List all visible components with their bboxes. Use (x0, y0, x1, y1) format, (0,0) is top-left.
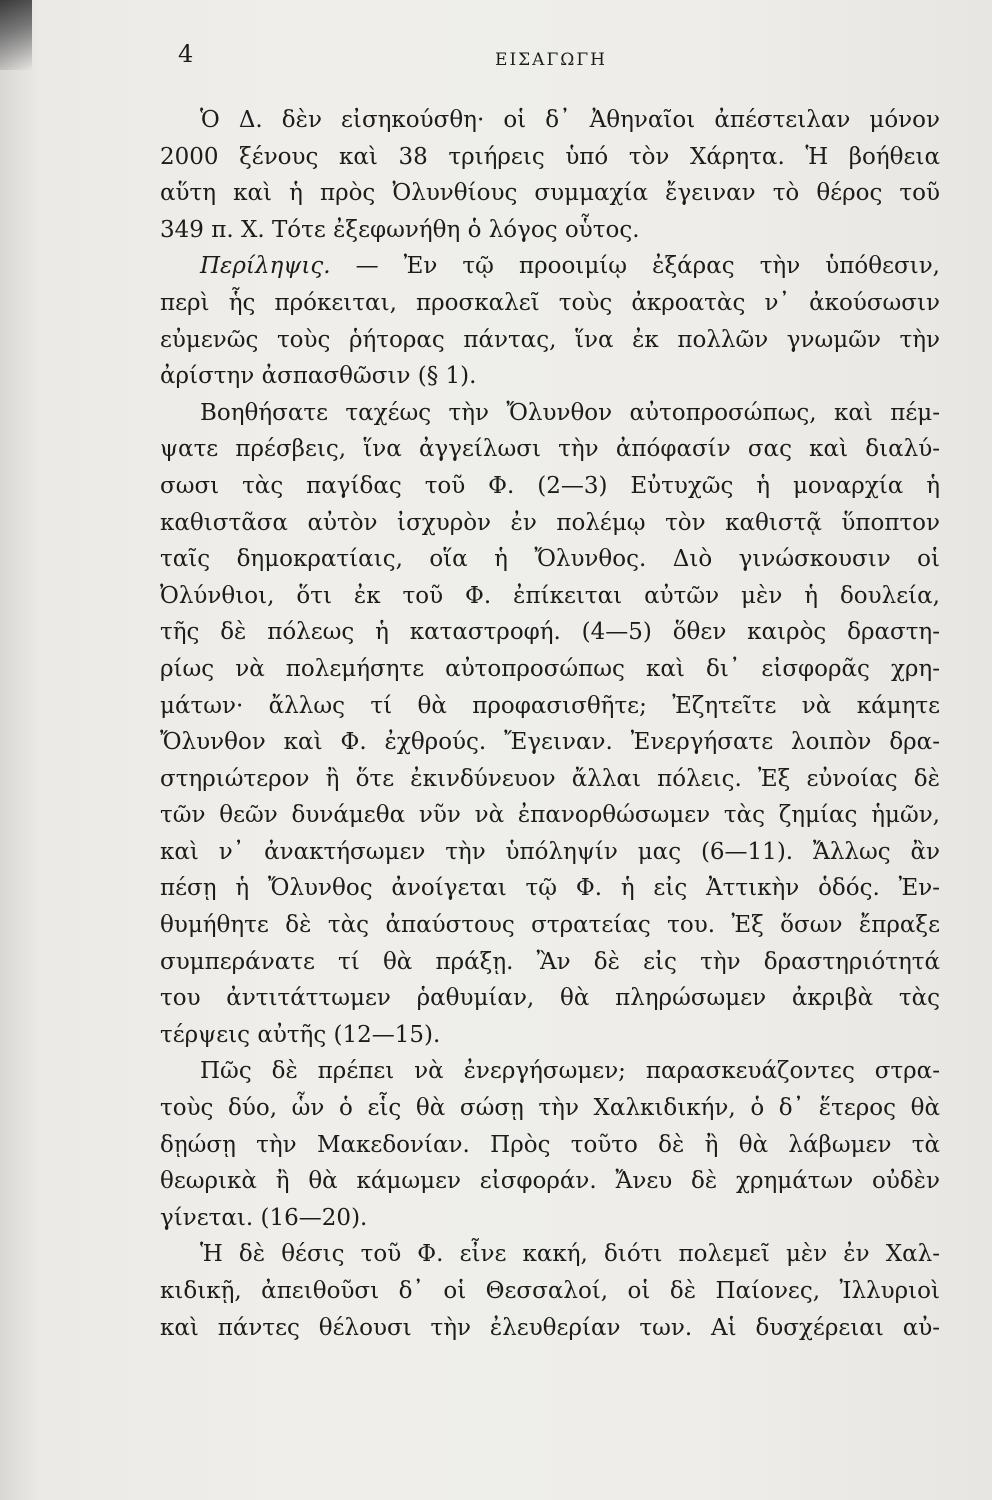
text-line: τῶν θεῶν δυνάμεθα νῦν νὰ ἐπανορθώσωμεν τὰς ζημίας ἡμῶν, (160, 802, 940, 829)
text-line: πέσῃ ἡ Ὄλυνθος ἀνοίγεται τῷ Φ. ἡ εἰς Ἀττικὴν ὁδός. Ἐν- (160, 875, 940, 902)
text-line: γίνεται. (16—20). (160, 1204, 368, 1231)
text-line: Ὄλυνθον καὶ Φ. ἐχθρούς. Ἔγειναν. Ἐνεργήσατε λοιπὸν δρα- (160, 729, 940, 756)
text-line: 349 π. Χ. Τότε ἐξεφωνήθη ὁ λόγος οὗτος. (160, 216, 640, 243)
text-line: σωσι τὰς παγίδας τοῦ Φ. (2—3) Εὐτυχῶς ἡ μοναρχία ἡ (160, 472, 940, 499)
page-number: 4 (178, 40, 194, 68)
text-line: 2000 ξένους καὶ 38 τριήρεις ὑπό τὸν Χάρητα. Ἡ βοήθεια (160, 143, 940, 170)
section-label: Περίληψις. (200, 253, 331, 280)
text-line: του ἀντιτάττωμεν ῥαθυμίαν, θὰ πληρώσωμεν ἀκριβὰ τὰς (160, 985, 940, 1012)
text-line: καὶ ν᾽ ἀνακτήσωμεν τὴν ὑπόληψίν μας (6—11). Ἄλλως ἂν (160, 838, 940, 865)
text-line: δῃώσῃ τὴν Μακεδονίαν. Πρὸς τοῦτο δὲ ἢ θὰ λάβωμεν τὰ (160, 1131, 940, 1158)
text-line: ψατε πρέσβεις, ἵνα ἀγγείλωσι τὴν ἀπόφασίν σας καὶ διαλύ- (160, 436, 940, 463)
running-title: ΕΙΣΑΓΩΓΗ (495, 50, 607, 70)
text-line: εὐμενῶς τοὺς ῥήτορας πάντας, ἵνα ἐκ πολλῶν γνωμῶν τὴν (160, 326, 940, 353)
text-line: τῆς δὲ πόλεως ἡ καταστροφή. (4—5) ὅθεν καιρὸς δραστη- (160, 619, 940, 646)
text-line: αὕτη καὶ ἡ πρὸς Ὀλυνθίους συμμαχία ἔγειναν τὸ θέρος τοῦ (160, 180, 940, 207)
text-line: τέρψεις αὐτῆς (12—15). (160, 1021, 441, 1048)
text-line: ταῖς δημοκρατίαις, οἵα ἡ Ὄλυνθος. Διὸ γινώσκουσιν οἱ (160, 546, 940, 573)
text-line: ἀρίστην ἀσπασθῶσιν (§ 1). (160, 363, 477, 390)
text-line: Ὁ Δ. δὲν εἰσηκούσθη· οἱ δ᾽ Ἀθηναῖοι ἀπέστειλαν μόνον (200, 107, 940, 133)
text-line: καὶ πάντες θέλουσι τὴν ἐλευθερίαν των. Αἱ δυσχέρειαι αὐ- (160, 1314, 940, 1341)
text-line: τοὺς δύο, ὧν ὁ εἷς θὰ σώσῃ τὴν Χαλκιδικήν, ὁ δ᾽ ἕτερος θὰ (160, 1095, 940, 1122)
text-line: Πῶς δὲ πρέπει νὰ ἐνεργήσωμεν; παρασκευάζοντες στρα- (200, 1058, 940, 1085)
text-line: περὶ ἧς πρόκειται, προσκαλεῖ τοὺς ἀκροατὰς ν᾽ ἀκούσωσιν (160, 289, 940, 316)
text-line: Περίληψις. — Ἐν τῷ προοιμίῳ ἐξάρας τὴν ὑπόθεσιν, (200, 253, 940, 280)
text-line: θεωρικὰ ἢ θὰ κάμωμεν εἰσφοράν. Ἄνευ δὲ χρημάτων οὐδὲν (160, 1168, 940, 1195)
text-line: καθιστᾶσα αὐτὸν ἰσχυρὸν ἐν πολέμῳ τὸν καθιστᾷ ὕποπτον (160, 509, 940, 536)
text-line: μάτων· ἄλλως τί θὰ προφασισθῆτε; Ἐζητεῖτε νὰ κάμητε (160, 692, 940, 719)
text-line: θυμήθητε δὲ τὰς ἀπαύστους στρατείας του. Ἐξ ὅσων ἔπραξε (160, 912, 940, 939)
text-line: Βοηθήσατε ταχέως τὴν Ὄλυνθον αὐτοπροσώπως, καὶ πέμ- (200, 399, 940, 426)
text-line: κιδικῇ, ἀπειθοῦσι δ᾽ οἱ Θεσσαλοί, οἱ δὲ Παίονες, Ἰλλυριοὶ (160, 1278, 940, 1304)
text-line: στηριώτερον ἢ ὅτε ἐκινδύνευον ἄλλαι πόλεις. Ἐξ εὐνοίας δὲ (160, 765, 940, 792)
text-line: συμπεράνατε τί θὰ πράξῃ. Ἂν δὲ εἰς τὴν δραστηριότητά (160, 948, 940, 975)
text-line: Ἡ δὲ θέσις τοῦ Φ. εἶνε κακή, διότι πολεμεῖ μὲν ἐν Χαλ- (200, 1241, 940, 1268)
body-text (160, 102, 940, 1346)
text-line: Ὀλύνθιοι, ὅτι ἐκ τοῦ Φ. ἐπίκειται αὐτῶν μὲν ἡ δουλεία, (160, 582, 940, 609)
text-line: ρίως νὰ πολεμήσητε αὐτοπροσώπως καὶ δι᾽ εἰσφορᾶς χρη- (160, 655, 940, 682)
